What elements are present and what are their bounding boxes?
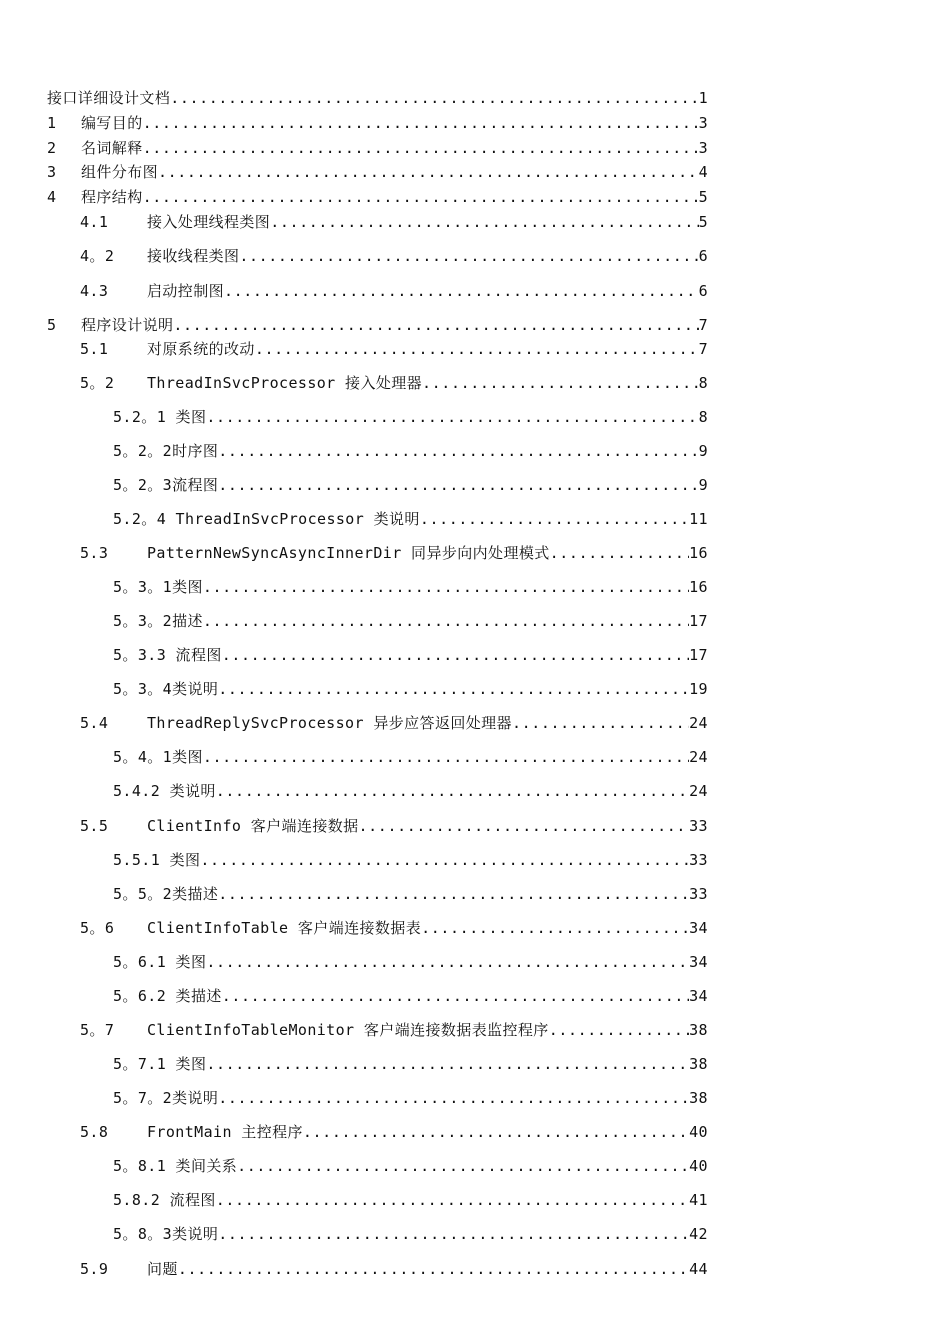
toc-dot-leader xyxy=(421,917,689,939)
toc-dot-leader xyxy=(203,610,689,632)
toc-dot-leader xyxy=(170,87,698,109)
toc-dot-leader xyxy=(239,245,698,267)
toc-entry-number: 4。2 xyxy=(80,247,115,265)
toc-entry[interactable] xyxy=(113,508,708,530)
toc-entry-title: 5。6.2 类描述 xyxy=(113,987,222,1005)
toc-dot-leader xyxy=(550,542,689,564)
toc-entry[interactable] xyxy=(113,746,708,768)
toc-entry[interactable] xyxy=(47,186,708,208)
toc-entry-title: 程序结构 xyxy=(81,188,143,206)
toc-dot-leader xyxy=(218,678,689,700)
toc-entry-page: 3 xyxy=(698,114,708,132)
toc-dot-leader xyxy=(173,314,698,336)
toc-entry[interactable] xyxy=(80,338,708,360)
toc-entry-number: 5。2 xyxy=(80,374,115,392)
toc-entry-title: 5。2。2时序图 xyxy=(113,442,219,460)
toc-dot-leader xyxy=(222,644,689,666)
toc-entry-number: 5.1 xyxy=(80,340,109,358)
toc-entry-page: 6 xyxy=(698,247,708,265)
toc-entry-title: 5。4。1类图 xyxy=(113,748,203,766)
toc-entry-page: 5 xyxy=(698,213,708,231)
toc-entry[interactable] xyxy=(80,1121,708,1143)
toc-entry[interactable] xyxy=(80,542,708,564)
toc-entry-page: 41 xyxy=(689,1191,708,1209)
toc-entry-title: FrontMain 主控程序 xyxy=(147,1123,303,1141)
toc-entry-title: 5。8.1 类间关系 xyxy=(113,1157,238,1175)
toc-entry-number: 5.8 xyxy=(80,1123,109,1141)
toc-entry[interactable] xyxy=(113,780,708,802)
toc-entry-title: 接口详细设计文档 xyxy=(47,89,171,107)
toc-entry-page: 24 xyxy=(689,782,708,800)
toc-entry-title: 5。7.1 类图 xyxy=(113,1055,207,1073)
toc-entry-page: 3 xyxy=(698,139,708,157)
toc-entry[interactable] xyxy=(80,245,708,267)
toc-entry[interactable] xyxy=(113,644,708,666)
toc-entry-title: 5.8.2 流程图 xyxy=(113,1191,216,1209)
toc-entry-title: 5。3。4类说明 xyxy=(113,680,219,698)
toc-entry[interactable] xyxy=(113,1155,708,1177)
toc-entry-page: 38 xyxy=(689,1089,708,1107)
toc-entry-page: 5 xyxy=(698,188,708,206)
toc-entry-page: 34 xyxy=(689,953,708,971)
toc-entry-title: 5。3.3 流程图 xyxy=(113,646,222,664)
toc-dot-leader xyxy=(255,338,699,360)
toc-dot-leader xyxy=(158,161,699,183)
toc-entry-title: 启动控制图 xyxy=(147,282,225,300)
toc-entry-title: ClientInfoTable 客户端连接数据表 xyxy=(147,919,422,937)
toc-entry-number: 4.1 xyxy=(80,213,109,231)
toc-dot-leader xyxy=(218,1087,689,1109)
toc-entry-title: 5.2。1 类图 xyxy=(113,408,207,426)
toc-entry-title: 组件分布图 xyxy=(81,163,159,181)
toc-entry-title: 对原系统的改动 xyxy=(147,340,255,358)
toc-dot-leader xyxy=(218,883,689,905)
toc-entry-page: 4 xyxy=(698,163,708,181)
toc-dot-leader xyxy=(206,1053,689,1075)
toc-entry-number: 5.9 xyxy=(80,1260,109,1278)
toc-dot-leader xyxy=(203,576,689,598)
toc-entry[interactable] xyxy=(47,87,708,109)
toc-entry[interactable] xyxy=(113,440,708,462)
toc-entry-title: 5。3。2描述 xyxy=(113,612,203,630)
toc-entry-page: 33 xyxy=(689,817,708,835)
toc-dot-leader xyxy=(422,372,699,394)
toc-entry-page: 33 xyxy=(689,885,708,903)
toc-entry-title: 名词解释 xyxy=(81,139,143,157)
toc-entry[interactable] xyxy=(113,1053,708,1075)
toc-entry-page: 34 xyxy=(689,919,708,937)
toc-entry-number: 5.4 xyxy=(80,714,109,732)
toc-entry-page: 8 xyxy=(698,408,708,426)
toc-entry[interactable] xyxy=(113,576,708,598)
toc-entry[interactable] xyxy=(47,314,708,336)
toc-entry-number: 3 xyxy=(47,163,57,181)
toc-entry-title: 5。5。2类描述 xyxy=(113,885,219,903)
toc-dot-leader xyxy=(222,985,689,1007)
toc-entry[interactable] xyxy=(80,280,708,302)
toc-dot-leader xyxy=(216,780,689,802)
toc-dot-leader xyxy=(512,712,689,734)
toc-entry-page: 1 xyxy=(698,89,708,107)
toc-entry-title: 5.2。4 ThreadInSvcProcessor 类说明 xyxy=(113,510,420,528)
toc-dot-leader xyxy=(143,186,699,208)
toc-entry[interactable] xyxy=(113,849,708,871)
toc-entry-title: 5。2。3流程图 xyxy=(113,476,219,494)
toc-entry-page: 7 xyxy=(698,316,708,334)
toc-dot-leader xyxy=(420,508,689,530)
toc-dot-leader xyxy=(143,137,699,159)
toc-entry-title: 编写目的 xyxy=(81,114,143,132)
toc-entry-page: 9 xyxy=(698,476,708,494)
toc-entry-title: 程序设计说明 xyxy=(81,316,174,334)
toc-entry[interactable] xyxy=(47,112,708,134)
toc-entry-title: ClientInfoTableMonitor 客户端连接数据表监控程序 xyxy=(147,1021,549,1039)
toc-entry-number: 5 xyxy=(47,316,57,334)
toc-entry-page: 7 xyxy=(698,340,708,358)
toc-entry-title: PatternNewSyncAsyncInnerDir 同异步向内处理模式 xyxy=(147,544,550,562)
toc-dot-leader xyxy=(218,440,698,462)
toc-entry-page: 33 xyxy=(689,851,708,869)
toc-dot-leader xyxy=(224,280,699,302)
toc-entry-page: 40 xyxy=(689,1123,708,1141)
toc-entry-page: 40 xyxy=(689,1157,708,1175)
toc-entry[interactable] xyxy=(47,137,708,159)
toc-dot-leader xyxy=(303,1121,689,1143)
toc-entry-number: 5。7 xyxy=(80,1021,115,1039)
toc-dot-leader xyxy=(270,211,698,233)
toc-entry[interactable] xyxy=(113,951,708,973)
toc-entry[interactable] xyxy=(113,474,708,496)
toc-entry-title: 5.4.2 类说明 xyxy=(113,782,216,800)
toc-entry-title: ThreadReplySvcProcessor 异步应答返回处理器 xyxy=(147,714,512,732)
toc-entry-page: 11 xyxy=(689,510,708,528)
toc-entry-title: 接入处理线程类图 xyxy=(147,213,271,231)
toc-entry-page: 9 xyxy=(698,442,708,460)
toc-dot-leader xyxy=(178,1258,689,1280)
toc-entry[interactable] xyxy=(113,1087,708,1109)
toc-entry[interactable] xyxy=(113,610,708,632)
toc-entry-page: 38 xyxy=(689,1055,708,1073)
toc-entry-page: 17 xyxy=(689,612,708,630)
toc-entry-number: 5。6 xyxy=(80,919,115,937)
toc-dot-leader xyxy=(206,951,689,973)
toc-entry-title: 5。8。3类说明 xyxy=(113,1225,219,1243)
toc-entry-page: 34 xyxy=(689,987,708,1005)
toc-entry[interactable] xyxy=(80,815,708,837)
toc-entry-title: 接收线程类图 xyxy=(147,247,240,265)
toc-entry-page: 24 xyxy=(689,714,708,732)
toc-entry[interactable] xyxy=(47,161,708,183)
toc-entry[interactable] xyxy=(113,883,708,905)
toc-dot-leader xyxy=(143,112,699,134)
toc-entry-page: 17 xyxy=(689,646,708,664)
toc-entry[interactable] xyxy=(113,985,708,1007)
toc-entry-page: 44 xyxy=(689,1260,708,1278)
toc-entry-page: 16 xyxy=(689,578,708,596)
toc-entry[interactable] xyxy=(113,406,708,428)
toc-entry[interactable] xyxy=(80,1258,708,1280)
toc-entry-title: 问题 xyxy=(147,1260,178,1278)
toc-entry-number: 4 xyxy=(47,188,57,206)
toc-dot-leader xyxy=(549,1019,689,1041)
toc-entry-page: 24 xyxy=(689,748,708,766)
toc-entry-number: 5.5 xyxy=(80,817,109,835)
toc-entry-page: 42 xyxy=(689,1225,708,1243)
toc-entry-page: 19 xyxy=(689,680,708,698)
toc-dot-leader xyxy=(218,1223,689,1245)
toc-entry-title: ThreadInSvcProcessor 接入处理器 xyxy=(147,374,423,392)
toc-entry-page: 8 xyxy=(698,374,708,392)
toc-dot-leader xyxy=(237,1155,689,1177)
toc-entry-number: 4.3 xyxy=(80,282,109,300)
toc-entry[interactable] xyxy=(80,1019,708,1041)
toc-entry-number: 1 xyxy=(47,114,57,132)
toc-entry-page: 16 xyxy=(689,544,708,562)
toc-entry-number: 2 xyxy=(47,139,57,157)
toc-entry-title: 5。6.1 类图 xyxy=(113,953,207,971)
toc-entry-page: 38 xyxy=(689,1021,708,1039)
toc-entry-title: 5.5.1 类图 xyxy=(113,851,201,869)
toc-entry[interactable] xyxy=(80,917,708,939)
toc-dot-leader xyxy=(206,406,698,428)
toc-entry[interactable] xyxy=(113,1189,708,1211)
toc-dot-leader xyxy=(200,849,689,871)
toc-dot-leader xyxy=(216,1189,689,1211)
toc-entry-number: 5.3 xyxy=(80,544,109,562)
toc-entry[interactable] xyxy=(80,211,708,233)
toc-dot-leader xyxy=(218,474,698,496)
toc-entry[interactable] xyxy=(113,678,708,700)
toc-entry-title: 5。3。1类图 xyxy=(113,578,203,596)
toc-entry-page: 6 xyxy=(698,282,708,300)
toc-entry-title: ClientInfo 客户端连接数据 xyxy=(147,817,359,835)
toc-dot-leader xyxy=(359,815,690,837)
toc-entry[interactable] xyxy=(80,712,708,734)
toc-dot-leader xyxy=(203,746,689,768)
toc-entry-title: 5。7。2类说明 xyxy=(113,1089,219,1107)
toc-entry[interactable] xyxy=(80,372,708,394)
toc-entry[interactable] xyxy=(113,1223,708,1245)
